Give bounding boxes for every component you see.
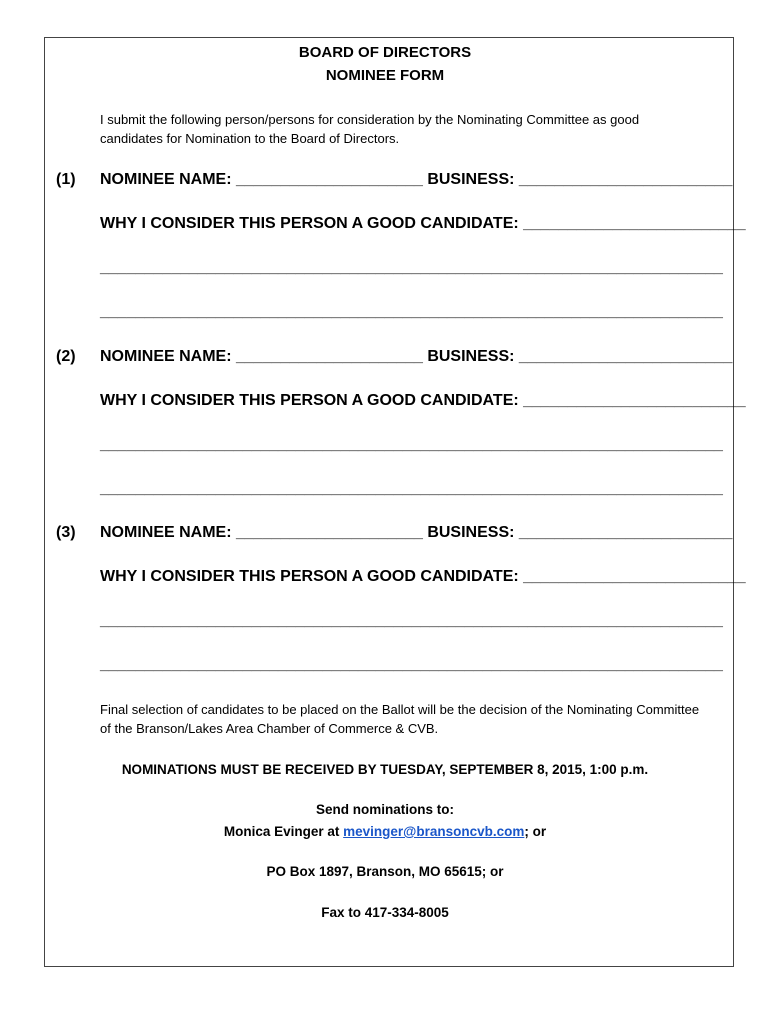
contact-name: Monica Evinger at (223, 824, 344, 839)
fax-line: Fax to 417-334-8005 (321, 905, 449, 920)
nominee-name-business-field[interactable]: NOMINEE NAME: _____________________ BUSINESS: ________________________ (100, 171, 733, 188)
nominee-number: (1) (56, 171, 76, 188)
deadline-notice: NOMINATIONS MUST BE RECEIVED BY TUESDAY, SEPTEMBER 8, 2015, 1:00 p.m. (121, 762, 649, 777)
send-nominations-heading: Send nominations to: (316, 802, 454, 817)
reason-blank-line[interactable]: ______________________________________________________________________ (100, 303, 723, 320)
nominee-name-business-field[interactable]: NOMINEE NAME: _____________________ BUSINESS: ________________________ (100, 524, 733, 541)
reason-blank-line[interactable]: ______________________________________________________________________ (100, 259, 723, 276)
nominee-name-business-field[interactable]: NOMINEE NAME: _____________________ BUSINESS: ________________________ (100, 348, 733, 365)
reason-blank-line[interactable]: ______________________________________________________________________ (100, 480, 723, 497)
contact-suffix: ; or (524, 824, 547, 839)
email-link[interactable]: mevinger@bransoncvb.com (343, 824, 525, 839)
why-candidate-field[interactable]: WHY I CONSIDER THIS PERSON A GOOD CANDIDATE: _________________________ (100, 215, 746, 232)
reason-blank-line[interactable]: ______________________________________________________________________ (100, 436, 723, 453)
nominee-number: (3) (56, 524, 76, 541)
form-subtitle: NOMINEE FORM (325, 67, 445, 84)
reason-blank-line[interactable]: ______________________________________________________________________ (100, 612, 723, 629)
intro-paragraph: I submit the following person/persons for consideration by the Nominating Committee as good candidates for Nomination to the Board of Directors. (100, 112, 640, 146)
why-candidate-field[interactable]: WHY I CONSIDER THIS PERSON A GOOD CANDIDATE: _________________________ (100, 392, 746, 409)
final-selection-note: Final selection of candidates to be placed on the Ballot will be the decision of the Nominating Committee of the Branson/Lakes Area Chamber of Commerce & CVB. (100, 702, 700, 736)
po-box-line: PO Box 1897, Branson, MO 65615; or (266, 864, 504, 879)
reason-blank-line[interactable]: ______________________________________________________________________ (100, 656, 723, 673)
contact-line (0, 824, 770, 839)
form-title: BOARD OF DIRECTORS (298, 44, 472, 61)
nominee-number: (2) (56, 348, 76, 365)
why-candidate-field[interactable]: WHY I CONSIDER THIS PERSON A GOOD CANDIDATE: _________________________ (100, 568, 746, 585)
